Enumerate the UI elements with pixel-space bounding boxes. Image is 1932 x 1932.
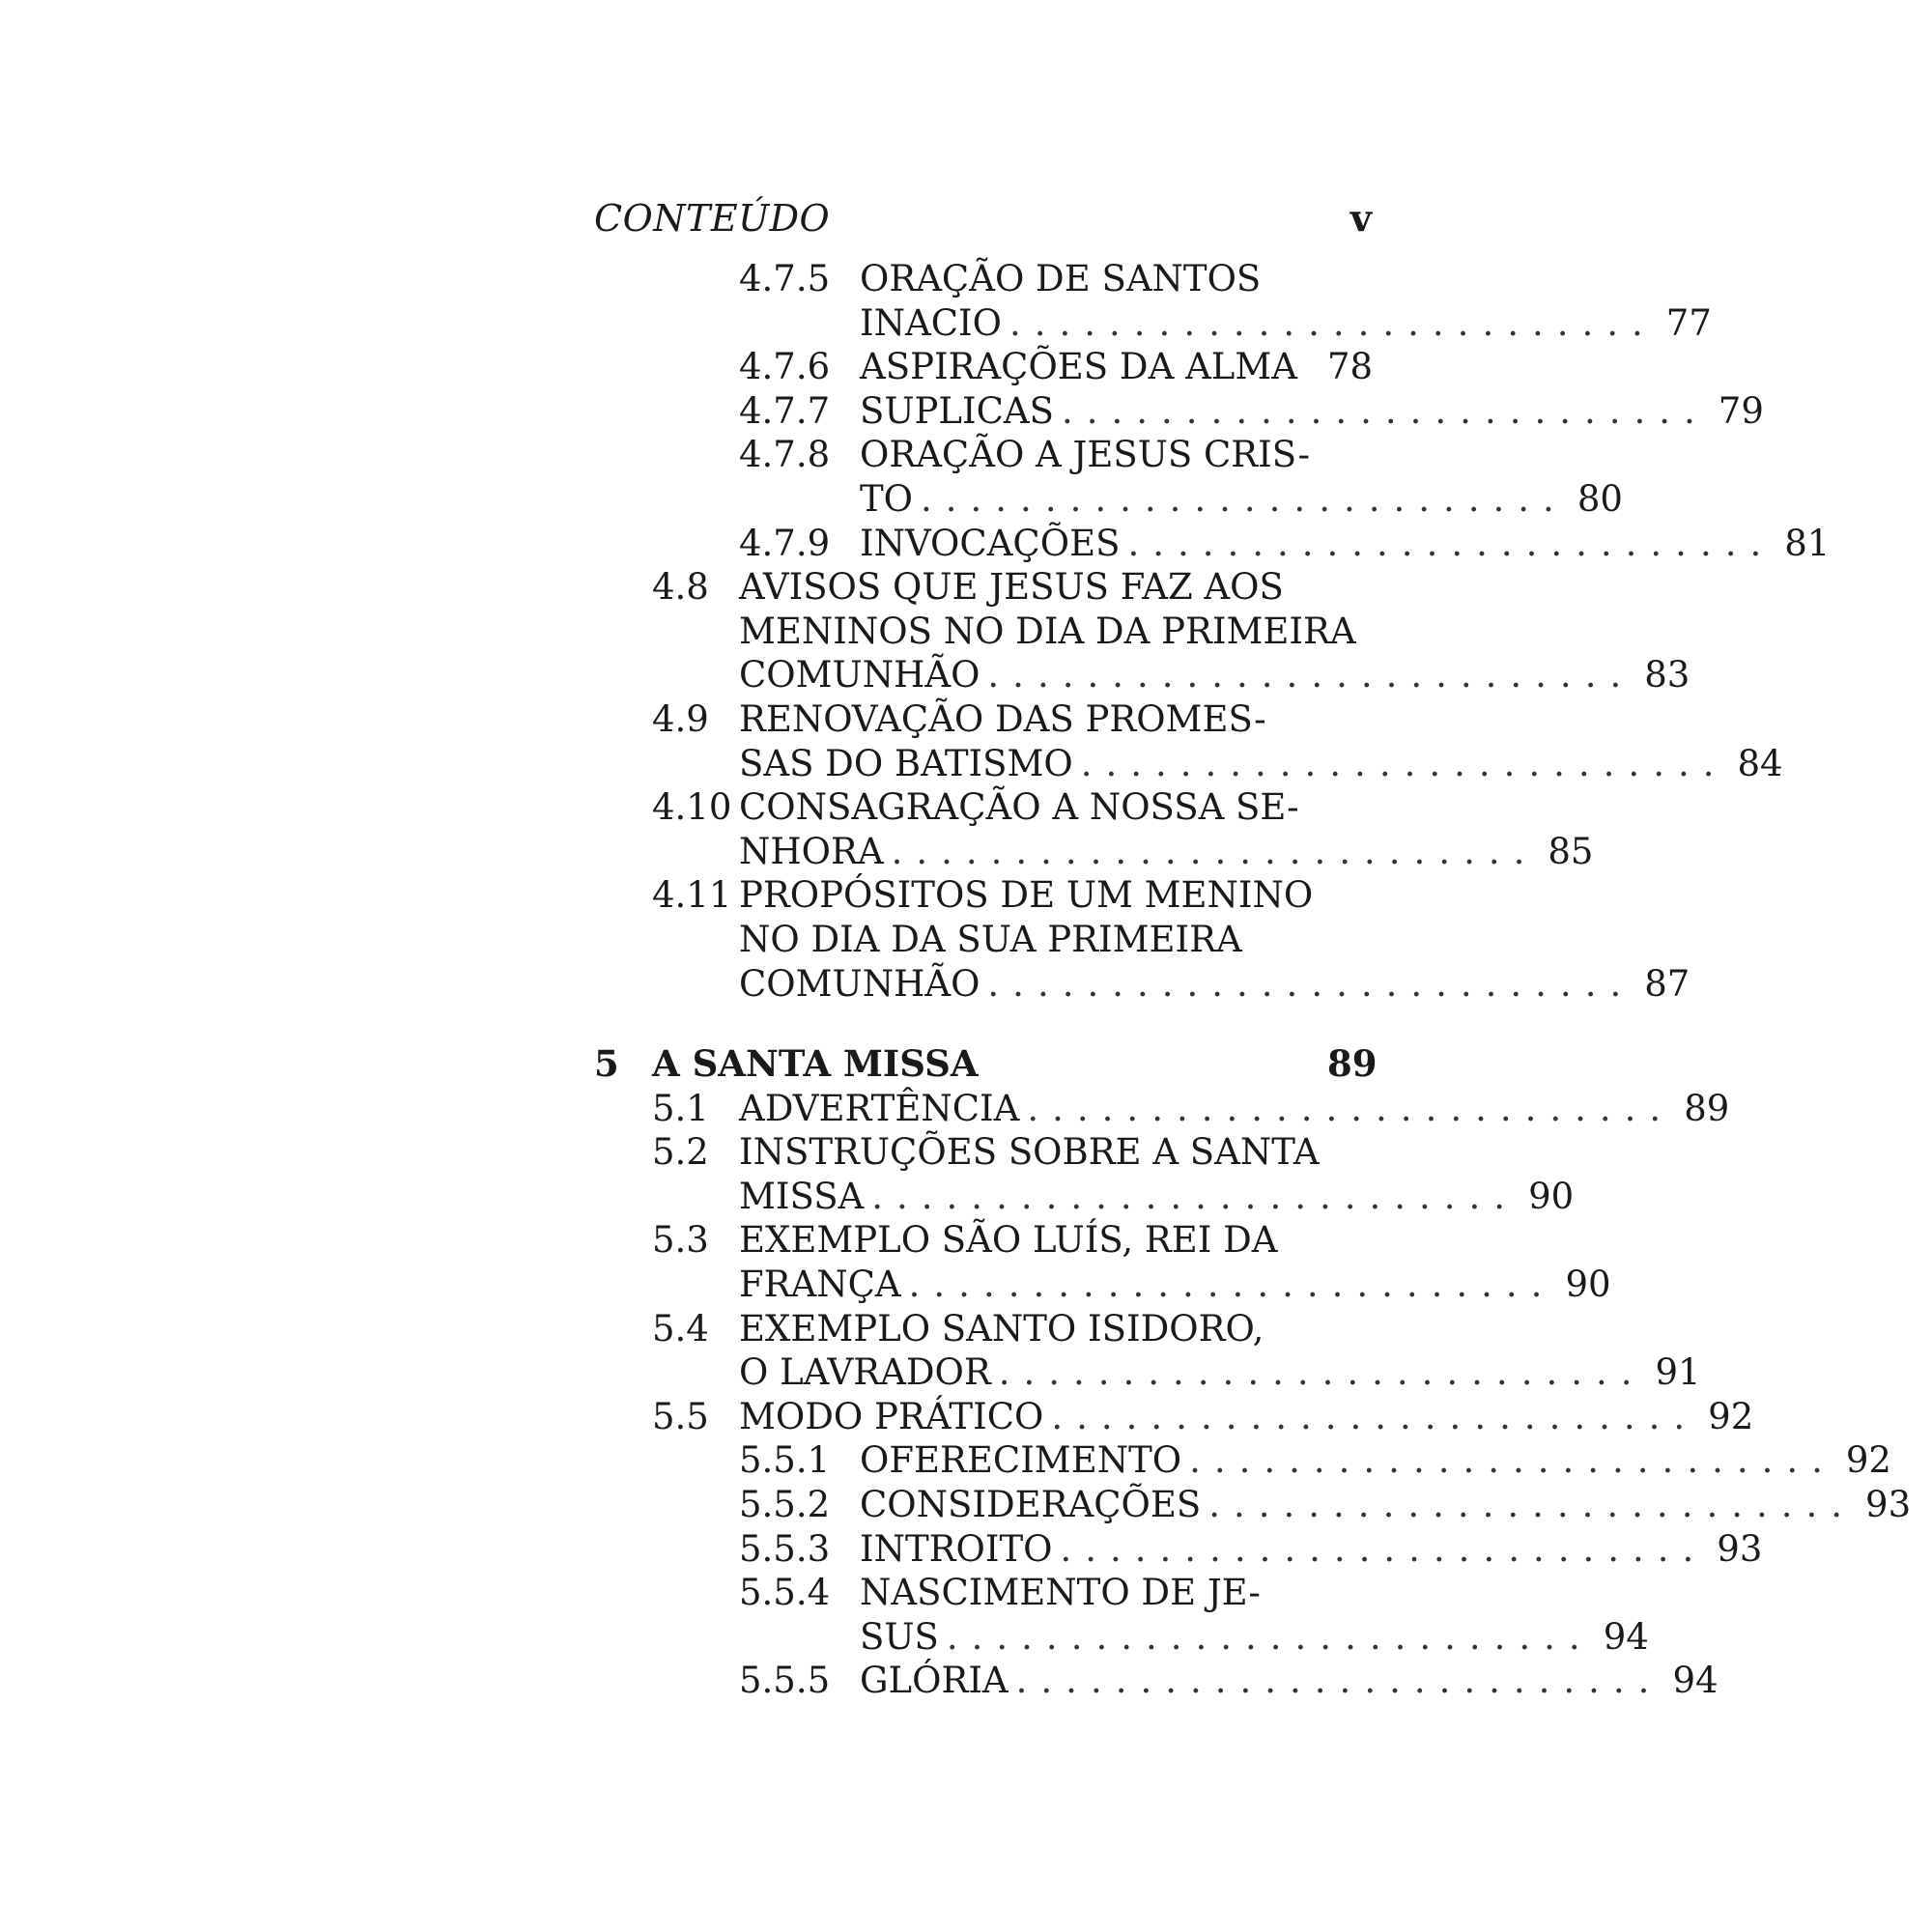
toc-entry-number: 5.5.2 [739, 1484, 831, 1526]
toc-entry-page: 91 [1655, 1351, 1701, 1394]
toc-entry-page: 94 [1672, 1660, 1719, 1702]
toc-entry-title-line: PROPÓSITOS DE UM MENINO [739, 874, 1314, 917]
toc-entry-title-line: MODO PRÁTICO [739, 1395, 1044, 1437]
toc-entry-page: 92 [1845, 1439, 1891, 1482]
toc-entry-page: 89 [1684, 1087, 1730, 1129]
toc-entry-page: 93 [1865, 1484, 1912, 1526]
toc-entry-title-line: NO DIA DA SUA PRIMEIRA [739, 918, 1242, 960]
leader-dots: .......................... [1027, 1087, 1675, 1129]
toc-entry-title-line: O LAVRADOR [739, 1351, 991, 1394]
toc-entry-number: 4.11 [652, 874, 732, 917]
leader-dots: .......................... [871, 1175, 1520, 1217]
leader-dots: .......................... [946, 1615, 1594, 1658]
toc-entry[interactable] [594, 1659, 1719, 1703]
toc-entry[interactable] [594, 389, 1764, 434]
toc-entry-title-line: TO [860, 477, 914, 520]
toc-entry[interactable] [594, 522, 1831, 566]
toc-entry-title-line: A SANTA MISSA [652, 1042, 979, 1086]
toc-entry[interactable] [594, 1395, 1754, 1439]
toc-entry-number: 4.9 [652, 697, 709, 740]
toc-entry-title-line: SUS [860, 1615, 939, 1658]
toc-page [594, 193, 1912, 1703]
toc-entry-number: 5.3 [652, 1219, 709, 1262]
toc-entry[interactable] [594, 697, 1783, 785]
leader-dots: .......................... [998, 1351, 1646, 1394]
toc-entry-page: 84 [1737, 742, 1783, 784]
toc-entry-number: 5.5.5 [739, 1660, 831, 1702]
leader-dots: .......................... [987, 654, 1635, 696]
toc-entry-title-line: SUPLICAS [860, 389, 1054, 432]
toc-entry-title-line: COMUNHÃO [739, 962, 980, 1005]
toc-entry-title-line: EXEMPLO SANTO ISIDORO, [739, 1307, 1264, 1350]
toc-entry[interactable] [594, 1218, 1611, 1306]
toc-entry-number: 5.5.4 [739, 1572, 831, 1614]
toc-entry-title-line: SAS DO BATISMO [739, 742, 1073, 784]
leader-dots: .......................... [1127, 522, 1776, 564]
toc-entry-page: 83 [1644, 654, 1690, 696]
toc-entry-title-line: RENOVAÇÃO DAS PROMES- [739, 697, 1266, 740]
toc-entry-title-line: COMUNHÃO [739, 654, 980, 696]
toc-entry-title-line: NASCIMENTO DE JE- [860, 1572, 1261, 1614]
toc-entry-number: 5.5.1 [739, 1439, 831, 1482]
toc-entry-page: 77 [1665, 301, 1712, 344]
toc-entry-page: 93 [1717, 1527, 1763, 1570]
toc-entry-title-line: MISSA [739, 1175, 865, 1217]
toc-entry-number: 4.7.5 [739, 258, 831, 299]
toc-entry-title-line: AVISOS QUE JESUS FAZ AOS [739, 566, 1284, 609]
leader-dots: .......................... [1015, 1660, 1663, 1702]
toc-entry-page: 80 [1577, 477, 1623, 520]
toc-entry-page: 94 [1603, 1615, 1649, 1658]
toc-entry-title-line: CONSAGRAÇÃO A NOSSA SE- [739, 786, 1299, 829]
toc-entry[interactable] [594, 873, 1690, 1006]
toc-entry[interactable] [594, 1438, 1891, 1483]
toc-entry[interactable] [594, 1571, 1649, 1659]
toc-entry-title-line: ORAÇÃO A JESUS CRIS- [860, 434, 1310, 476]
leader-dots: .......................... [1051, 1395, 1699, 1437]
toc-entry-title-line: MENINOS NO DIA DA PRIMEIRA [739, 610, 1356, 652]
leader-dots: .......................... [891, 830, 1539, 872]
toc-entry-page: 81 [1784, 522, 1831, 564]
toc-entry-number: 5.5 [652, 1395, 709, 1437]
toc-entry-number: 5.5.3 [739, 1527, 831, 1570]
toc-entry-page: 85 [1548, 830, 1594, 872]
leader-dots: .......................... [921, 477, 1568, 520]
toc-entry-title-line: CONSIDERAÇÕES [860, 1484, 1202, 1526]
toc-entry-number: 4.7.7 [739, 389, 831, 432]
toc-entry-title-line: INACIO [860, 301, 1002, 344]
toc-entry[interactable] [594, 1527, 1763, 1572]
toc-entry-title-line: ASPIRAÇÕES DA ALMA [860, 346, 1297, 388]
toc-entry-title-line: INTROITO [860, 1527, 1053, 1570]
toc-entry-title-line: NHORA [739, 830, 884, 872]
running-head [594, 193, 1372, 243]
toc-entry-title-line: EXEMPLO SÃO LUÍS, REI DA [739, 1219, 1278, 1262]
leader-dots: .......................... [908, 1264, 1556, 1306]
toc-entry-title-line: FRANÇA [739, 1264, 901, 1306]
toc-entry-number: 5.1 [652, 1087, 709, 1129]
toc-entry-title-line: ADVERTÊNCIA [739, 1087, 1020, 1129]
toc-entry[interactable] [594, 257, 1712, 345]
leader-dots: .......................... [1060, 1527, 1708, 1570]
toc-entry[interactable] [594, 1483, 1912, 1527]
toc-entry-number: 4.7.8 [739, 434, 831, 476]
toc-entry-page: 90 [1528, 1175, 1575, 1217]
toc-entry-page: 90 [1565, 1264, 1611, 1306]
toc-entry-page: 79 [1718, 389, 1764, 432]
toc-entry-title-line: INVOCAÇÕES [860, 522, 1121, 564]
running-head-page-number: v [1350, 196, 1372, 240]
toc-entry-title-line: ORAÇÃO DE SANTOS [860, 258, 1262, 299]
leader-dots: .......................... [987, 962, 1635, 1005]
toc-entry-number: 5.2 [652, 1131, 709, 1174]
toc-entry-title-line: OFERECIMENTO [860, 1439, 1182, 1482]
toc-entry[interactable] [594, 785, 1594, 873]
toc-entry-number: 4.10 [652, 786, 732, 829]
leader-dots: .......................... [1189, 1439, 1836, 1482]
leader-dots: .......................... [1208, 1484, 1857, 1526]
toc-entry-page: 87 [1644, 962, 1690, 1005]
toc-entry-title-line: INSTRUÇÕES SOBRE A SANTA [739, 1131, 1320, 1174]
running-head-title: CONTEÚDO [594, 197, 831, 240]
toc-entry[interactable] [594, 433, 1623, 521]
toc-entry[interactable] [594, 565, 1690, 697]
leader-dots: .......................... [1009, 301, 1657, 344]
toc-entry[interactable] [594, 1087, 1730, 1131]
toc-entry-number: 4.8 [652, 566, 709, 609]
chapter-spacer [594, 1006, 1372, 1042]
toc-entry-page: 92 [1708, 1395, 1754, 1437]
toc-chapter-entry[interactable] [594, 1042, 1378, 1087]
toc-entry-page: 78 [1327, 346, 1374, 388]
toc-entry-number: 5.4 [652, 1307, 709, 1350]
toc-entry-number: 4.7.6 [739, 346, 831, 388]
toc-entry[interactable] [594, 1130, 1575, 1218]
toc-entry-page: 89 [1327, 1042, 1378, 1086]
toc-entry[interactable] [594, 1307, 1701, 1395]
toc-entry[interactable] [594, 345, 1372, 389]
toc-entry-title-line: GLÓRIA [860, 1660, 1009, 1702]
toc-entry-number: 5 [594, 1042, 619, 1086]
toc-entry-number: 4.7.9 [739, 522, 831, 564]
leader-dots: .......................... [1080, 742, 1728, 784]
leader-dots: .......................... [1062, 389, 1709, 432]
